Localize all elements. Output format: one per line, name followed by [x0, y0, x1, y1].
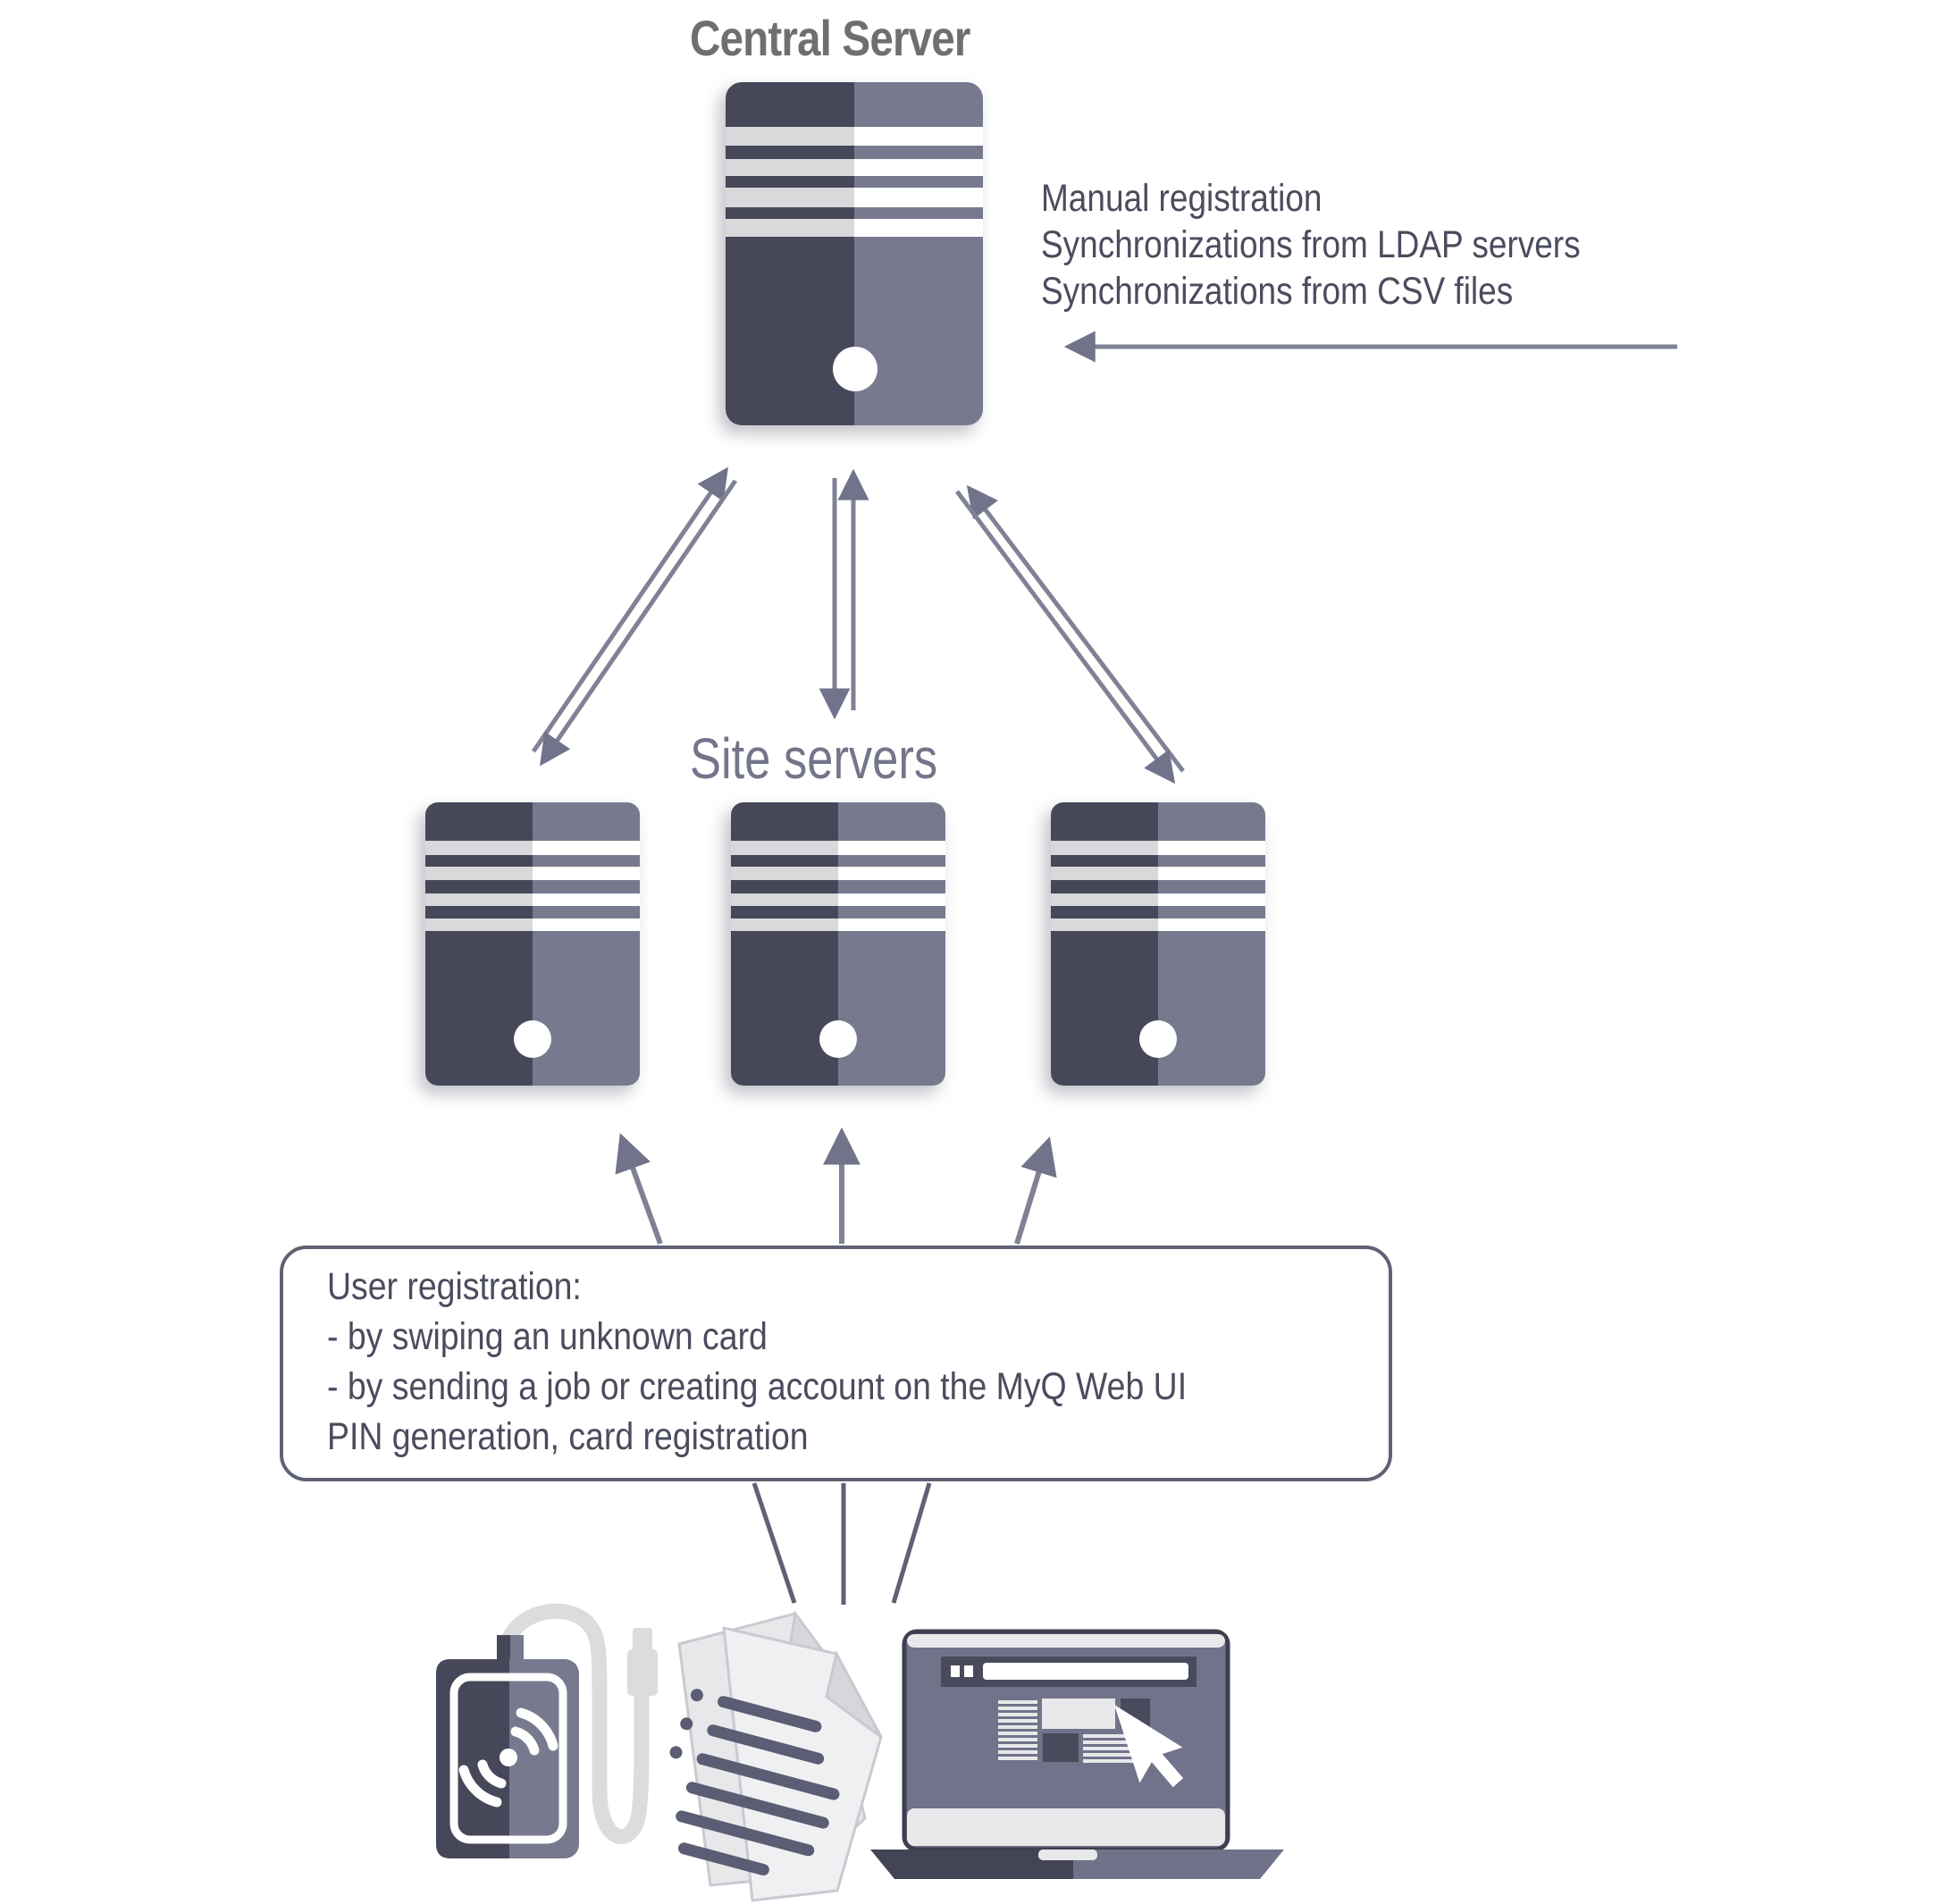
- server-stripe: [1051, 918, 1265, 931]
- server-stripe: [425, 867, 640, 880]
- user-registration-text: [327, 1262, 1187, 1462]
- power-button-dot: [833, 347, 877, 391]
- server-stripe: [726, 127, 983, 146]
- server-stripe: [1051, 893, 1265, 906]
- site-server-icon-3: [1051, 802, 1265, 1086]
- server-stripe: [425, 918, 640, 931]
- server-stripe: [726, 159, 983, 176]
- usb-plug-icon: [627, 1649, 658, 1696]
- contactless-card-reader-icon: [436, 1611, 658, 1858]
- server-stripe: [726, 188, 983, 207]
- server-stripe: [731, 841, 945, 855]
- server-stripe: [726, 219, 983, 237]
- power-button-dot: [1139, 1020, 1177, 1058]
- site-server-icon-1: [425, 802, 640, 1086]
- server-stripe: [1051, 867, 1265, 880]
- document-text-lines: [645, 1686, 857, 1889]
- server-stripe: [731, 918, 945, 931]
- user-registration-box: [280, 1246, 1392, 1481]
- note-line: Manual registration: [1041, 177, 1322, 220]
- laptop-base: [870, 1849, 1284, 1879]
- sync-arrows-middle-pair: [835, 474, 853, 715]
- user-registration-arrows: [622, 1133, 1048, 1244]
- search-field: [983, 1663, 1188, 1680]
- power-button-dot: [514, 1020, 551, 1058]
- cursor-icon: [1114, 1689, 1194, 1797]
- contactless-waves-icon: [464, 1713, 553, 1802]
- sync-arrows-right-pair: [957, 489, 1183, 780]
- web-ui-laptop-icon: [870, 1631, 1284, 1879]
- box-line: - by swiping an unknown card: [327, 1315, 768, 1358]
- box-line: User registration:: [327, 1265, 582, 1308]
- central-server-icon: [726, 82, 983, 425]
- server-stripe: [1051, 841, 1265, 855]
- server-stripe: [425, 841, 640, 855]
- central-server-title: Central Server: [690, 10, 970, 66]
- server-stripe: [731, 893, 945, 906]
- box-line: - by sending a job or creating account on the MyQ Web UI: [327, 1365, 1188, 1408]
- box-line: PIN generation, card registration: [327, 1415, 809, 1458]
- site-server-icon-2: [731, 802, 945, 1086]
- web-page-content: [998, 1699, 1151, 1763]
- note-line: Synchronizations from LDAP servers: [1041, 223, 1581, 266]
- browser-address-bar: [941, 1657, 1197, 1687]
- registration-methods-note: [1041, 175, 1581, 315]
- print-job-documents-icon: [645, 1614, 881, 1900]
- server-stripe: [731, 867, 945, 880]
- note-line: Synchronizations from CSV files: [1041, 270, 1514, 313]
- site-servers-label: Site servers: [690, 726, 938, 791]
- sync-arrows-left-pair: [533, 471, 735, 762]
- server-stripe: [425, 893, 640, 906]
- device-connector-lines: [754, 1483, 929, 1605]
- power-button-dot: [819, 1020, 857, 1058]
